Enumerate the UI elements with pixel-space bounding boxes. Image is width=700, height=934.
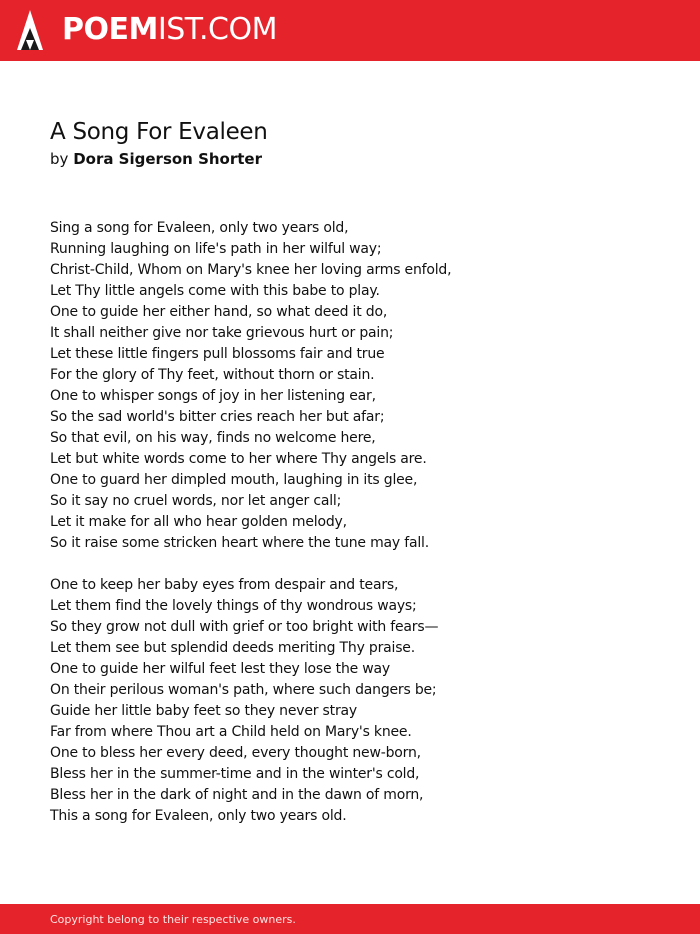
- poem-line: Bless her in the dark of night and in the dawn of morn,: [50, 787, 424, 803]
- author-name: Dora Sigerson Shorter: [73, 150, 262, 168]
- poem-line: So they grow not dull with grief or too bright with fears—: [50, 619, 439, 635]
- byline: [50, 149, 262, 169]
- stanza: [50, 218, 670, 554]
- poem-line: It shall neither give nor take grievous hurt or pain;: [50, 325, 394, 341]
- site-logo[interactable]: [62, 10, 277, 50]
- logo-light-text: IST.COM: [157, 12, 277, 47]
- site-header: [0, 0, 700, 61]
- poem-line: Christ-Child, Whom on Mary's knee her loving arms enfold,: [50, 262, 452, 278]
- poem-line: On their perilous woman's path, where such dangers be;: [50, 682, 437, 698]
- poem-line: So the sad world's bitter cries reach her but afar;: [50, 409, 385, 425]
- poem-line: Let it make for all who hear golden melody,: [50, 514, 347, 530]
- poem-line: So it say no cruel words, nor let anger call;: [50, 493, 342, 509]
- poem-line: Let but white words come to her where Thy angels are.: [50, 451, 427, 467]
- by-label: by: [50, 150, 69, 168]
- pencil-tip-icon: [16, 10, 44, 52]
- logo-bold-text: POEM: [62, 12, 158, 47]
- poem-line: One to guard her dimpled mouth, laughing in its glee,: [50, 472, 418, 488]
- poem-line: For the glory of Thy feet, without thorn or stain.: [50, 367, 375, 383]
- poem-title: A Song For Evaleen: [50, 119, 268, 145]
- poem-line: Bless her in the summer-time and in the winter's cold,: [50, 766, 420, 782]
- copyright-notice: Copyright belong to their respective owners.: [50, 913, 296, 926]
- poem-line: One to whisper songs of joy in her listening ear,: [50, 388, 376, 404]
- poem-line: Let Thy little angels come with this babe to play.: [50, 283, 380, 299]
- poem-line: One to bless her every deed, every thought new-born,: [50, 745, 421, 761]
- poem-line: This a song for Evaleen, only two years old.: [50, 808, 347, 824]
- poem-line: So that evil, on his way, finds no welcome here,: [50, 430, 376, 446]
- poem-line: One to keep her baby eyes from despair and tears,: [50, 577, 399, 593]
- poem-line: One to guide her wilful feet lest they lose the way: [50, 661, 391, 677]
- poem-line: Running laughing on life's path in her wilful way;: [50, 241, 382, 257]
- poem-line: Let them see but splendid deeds meriting Thy praise.: [50, 640, 415, 656]
- stanza: [50, 575, 670, 827]
- poem-line: Guide her little baby feet so they never stray: [50, 703, 357, 719]
- poem-line: Let these little fingers pull blossoms fair and true: [50, 346, 385, 362]
- poem-body: [50, 218, 670, 827]
- poem-line: Let them find the lovely things of thy wondrous ways;: [50, 598, 417, 614]
- poem-line: Sing a song for Evaleen, only two years old,: [50, 220, 349, 236]
- poem-line: Far from where Thou art a Child held on Mary's knee.: [50, 724, 412, 740]
- poem-line: One to guide her either hand, so what deed it do,: [50, 304, 388, 320]
- site-footer: [0, 904, 700, 934]
- poem-line: So it raise some stricken heart where the tune may fall.: [50, 535, 429, 551]
